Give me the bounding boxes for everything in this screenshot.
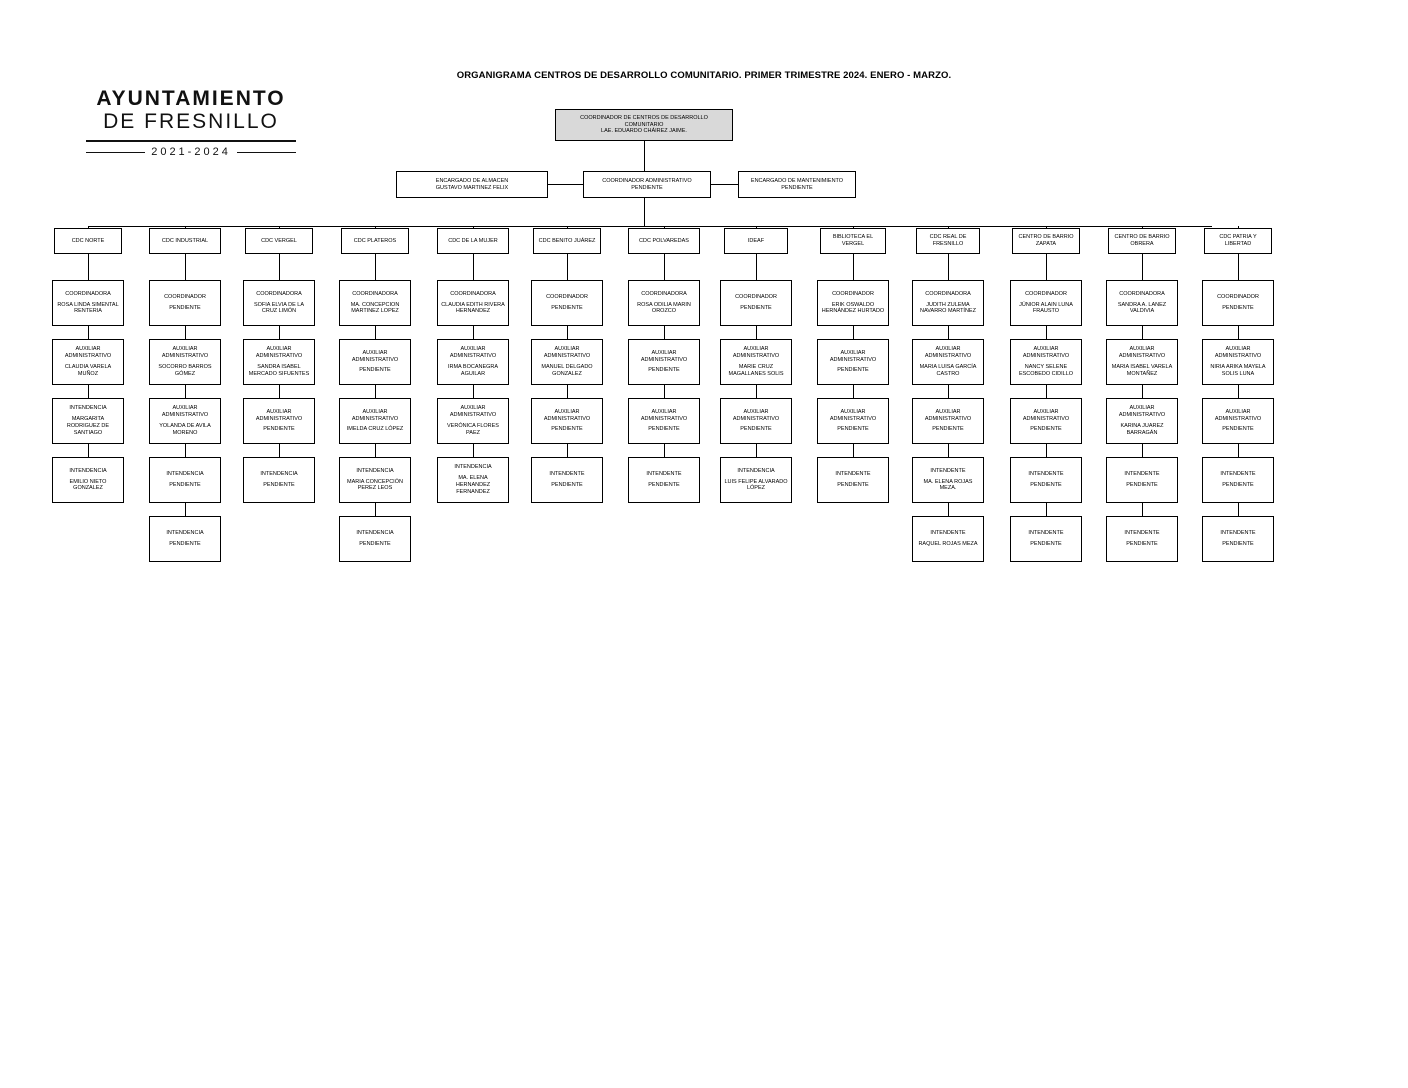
connector-header-to-nodes: [756, 254, 757, 280]
connector-node-to-node: [88, 326, 89, 339]
node-box: [1106, 516, 1178, 562]
node-name: SOFIA ELVIA DE LA CRUZ LIMÓN: [253, 301, 305, 315]
node-encargado-almacen: [396, 171, 548, 198]
node-box: [720, 398, 792, 444]
node-box: [339, 339, 411, 385]
connector-node-to-node: [948, 326, 949, 339]
node-box: [720, 339, 792, 385]
logo-line-2: DE FRESNILLO: [103, 110, 279, 134]
node-box: [817, 398, 889, 444]
node-title: INTENDENCIA: [69, 405, 107, 412]
column-header-4: [341, 228, 409, 254]
connector-node-to-node: [756, 385, 757, 398]
node-name: PENDIENTE: [1222, 541, 1254, 547]
node-name: PENDIENTE: [1222, 482, 1254, 488]
node-title: COORDINADORA: [925, 290, 971, 297]
node-box: [1202, 339, 1274, 385]
node-box: [339, 398, 411, 444]
column-header-label: BIBLIOTECA EL VERGEL: [832, 234, 874, 247]
logo-dash-right: [237, 152, 296, 153]
node-box: [149, 516, 221, 562]
node-title: INTENDENCIA: [356, 467, 394, 474]
column-header-3: [245, 228, 313, 254]
column-header-label: CDC REAL DE FRESNILLO: [929, 234, 967, 247]
node-name: MARGARITA RODRIGUEZ DE SANTIAGO: [66, 416, 110, 436]
node-title: AUXILIAR ADMINISTRATIVO: [1118, 346, 1166, 360]
node-title: INTENDENCIA: [166, 471, 204, 478]
node-title: AUXILIAR ADMINISTRATIVO: [1022, 408, 1070, 422]
connector-header-to-nodes: [1046, 254, 1047, 280]
node-title: AUXILIAR ADMINISTRATIVO: [449, 346, 497, 360]
connector-main-bus: [88, 226, 1212, 227]
connector-node-to-node: [948, 385, 949, 398]
node-title: INTENDENTE: [835, 471, 871, 478]
node-name: PENDIENTE: [1222, 305, 1254, 311]
node-box: [531, 457, 603, 503]
connector-node-to-node: [473, 385, 474, 398]
node-title: AUXILIAR ADMINISTRATIVO: [924, 346, 972, 360]
node-name: PENDIENTE: [263, 426, 295, 433]
node-box: [339, 280, 411, 326]
node-title: COORDINADORA: [256, 290, 302, 297]
connector-node-to-node: [567, 385, 568, 398]
coordinador-general-line1: COORDINADOR DE CENTROS DE DESARROLLO: [580, 114, 708, 121]
node-name: MARIA CONCEPCIÓN PEREZ LEOS: [347, 478, 403, 492]
coordinador-administrativo-name: PENDIENTE: [631, 184, 663, 191]
node-name: PENDIENTE: [551, 482, 583, 488]
ayuntamiento-logo: [86, 88, 296, 158]
connector-node-to-node: [853, 444, 854, 457]
connector-node-to-node: [948, 444, 949, 457]
node-title: AUXILIAR ADMINISTRATIVO: [351, 408, 399, 422]
column-header-10: [916, 228, 980, 254]
node-box: [437, 457, 509, 503]
column-header-11: [1012, 228, 1080, 254]
column-header-label: CDC PATRIA Y LIBERTAD: [1219, 234, 1257, 247]
node-box: [1202, 280, 1274, 326]
connector-node-to-node: [279, 326, 280, 339]
node-title: INTENDENTE: [1124, 471, 1160, 478]
node-title: COORDINADORA: [352, 290, 398, 297]
node-name: EMILIO NIETO GONZALEZ: [69, 478, 107, 492]
node-name: PENDIENTE: [740, 305, 772, 311]
column-header-label: CDC PLATEROS: [353, 237, 397, 244]
node-coordinador-administrativo: [583, 171, 711, 198]
connector-node-to-node: [1142, 503, 1143, 516]
node-title: AUXILIAR ADMINISTRATIVO: [1022, 346, 1070, 360]
node-box: [1106, 339, 1178, 385]
connector-node-to-node: [375, 326, 376, 339]
node-name: PENDIENTE: [551, 426, 583, 433]
node-name: NANCY SELENE ESCOBEDO CIDILLO: [1018, 364, 1074, 377]
node-name: PENDIENTE: [740, 426, 772, 433]
encargado-almacen-name: GUSTAVO MARTINEZ FELIX: [435, 184, 509, 191]
node-name: ERIK OSWALDO HERNÁNDEZ HURTADO: [821, 301, 885, 315]
node-title: INTENDENTE: [1028, 530, 1064, 537]
column-header-6: [533, 228, 601, 254]
column-header-label: CDC NORTE: [71, 237, 105, 244]
node-title: AUXILIAR ADMINISTRATIVO: [640, 408, 688, 422]
node-title: COORDINADORA: [1119, 290, 1165, 297]
node-name: MANUEL DELGADO GONZALEZ: [541, 364, 593, 377]
node-name: PENDIENTE: [932, 426, 964, 433]
node-title: INTENDENCIA: [454, 464, 492, 471]
node-name: ROSA ODILIA MARIN OROZCO: [637, 301, 691, 315]
node-box: [52, 280, 124, 326]
column-header-1: [54, 228, 122, 254]
node-box: [1010, 398, 1082, 444]
node-box: [149, 457, 221, 503]
node-name: JÚNIOR ALAIN LUNA FRAUSTO: [1019, 301, 1073, 315]
node-box: [52, 457, 124, 503]
node-title: AUXILIAR ADMINISTRATIVO: [255, 408, 303, 422]
column-header-label: CDC POLVAREDAS: [639, 237, 689, 244]
node-title: AUXILIAR ADMINISTRATIVO: [1214, 346, 1262, 360]
encargado-mantenimiento-title: ENCARGADO DE MANTENIMIENTO: [750, 177, 844, 184]
node-name: PENDIENTE: [169, 541, 201, 547]
node-box: [720, 457, 792, 503]
node-name: SANDRA ISABEL MERCADO SIFUENTES: [248, 364, 310, 377]
column-header-label: CENTRO DE BARRIO ZAPATA: [1018, 234, 1074, 247]
node-box: [339, 457, 411, 503]
node-name: JUDITH ZULEMA NAVARRO MARTÍNEZ: [920, 301, 976, 315]
connector-node-to-node: [1046, 385, 1047, 398]
connector-node-to-node: [664, 444, 665, 457]
page-title: ORGANIGRAMA CENTROS DE DESARROLLO COMUNITARIO. PRIMER TRIMESTRE 2024. ENERO - MARZO.: [456, 70, 952, 81]
node-box: [912, 516, 984, 562]
node-title: AUXILIAR ADMINISTRATIVO: [829, 349, 877, 363]
connector-header-to-nodes: [567, 254, 568, 280]
node-title: COORDINADOR: [1217, 294, 1259, 301]
node-title: INTENDENCIA: [69, 467, 107, 474]
node-name: PENDIENTE: [1126, 482, 1158, 488]
node-title: AUXILIAR ADMINISTRATIVO: [1118, 405, 1166, 419]
connector-node-to-node: [185, 385, 186, 398]
node-title: AUXILIAR ADMINISTRATIVO: [829, 408, 877, 422]
connector-node-to-node: [473, 326, 474, 339]
node-box: [437, 398, 509, 444]
connector-node-to-node: [1046, 326, 1047, 339]
coordinador-general-line2: COMUNITARIO: [624, 121, 664, 128]
coordinador-general-line3: LAE. EDUARDO CHÁIREZ JAIME.: [601, 128, 687, 135]
node-title: AUXILIAR ADMINISTRATIVO: [543, 408, 591, 422]
node-box: [1202, 457, 1274, 503]
node-name: PENDIENTE: [169, 305, 201, 311]
column-header-label: CDC INDUSTRIAL: [161, 237, 209, 244]
node-encargado-mantenimiento: [738, 171, 856, 198]
node-name: PENDIENTE: [1222, 426, 1254, 433]
coordinador-administrativo-title: COORDINADOR ADMINISTRATIVO: [602, 177, 692, 184]
logo-years: 2021-2024: [151, 146, 231, 159]
node-box: [1010, 457, 1082, 503]
node-name: PENDIENTE: [551, 305, 583, 311]
node-title: AUXILIAR ADMINISTRATIVO: [161, 346, 209, 360]
encargado-almacen-title: ENCARGADO DE ALMACEN: [435, 177, 509, 184]
column-header-label: CDC VERGEL: [261, 237, 297, 244]
connector-header-to-nodes: [853, 254, 854, 280]
node-box: [817, 339, 889, 385]
node-title: INTENDENTE: [1220, 471, 1256, 478]
node-box: [628, 398, 700, 444]
connector-node-to-node: [185, 326, 186, 339]
node-box: [1106, 280, 1178, 326]
node-box: [531, 280, 603, 326]
node-title: INTENDENTE: [1028, 471, 1064, 478]
column-header-12: [1108, 228, 1176, 254]
column-header-8: [724, 228, 788, 254]
node-box: [149, 339, 221, 385]
connector-node-to-node: [853, 385, 854, 398]
node-name: CLAUDIA EDITH RIVERA HERNANDEZ: [441, 301, 505, 315]
node-title: COORDINADORA: [450, 290, 496, 297]
node-title: AUXILIAR ADMINISTRATIVO: [1214, 408, 1262, 422]
column-header-7: [628, 228, 700, 254]
node-name: RAQUEL ROJAS MEZA: [918, 541, 978, 547]
node-title: COORDINADORA: [65, 290, 111, 297]
connector-almacen-to-admin: [548, 184, 583, 185]
logo-line-1: AYUNTAMIENTO: [96, 87, 286, 110]
connector-header-to-nodes: [1142, 254, 1143, 280]
connector-header-to-nodes: [185, 254, 186, 280]
node-box: [1106, 457, 1178, 503]
connector-node-to-node: [1142, 385, 1143, 398]
node-name: PENDIENTE: [837, 482, 869, 488]
node-title: COORDINADORA: [641, 290, 687, 297]
node-title: AUXILIAR ADMINISTRATIVO: [732, 408, 780, 422]
node-name: ROSA LINDA SIMENTAL RENTERIA: [57, 301, 119, 315]
node-name: NIRIA ARIKA MAYELA SOLIS LUNA: [1210, 364, 1266, 377]
connector-node-to-node: [567, 326, 568, 339]
connector-node-to-node: [473, 444, 474, 457]
connector-node-to-node: [664, 385, 665, 398]
connector-node-to-node: [185, 444, 186, 457]
node-box: [817, 457, 889, 503]
node-title: INTENDENCIA: [260, 471, 298, 478]
connector-node-to-node: [853, 326, 854, 339]
connector-node-to-node: [1238, 326, 1239, 339]
connector-node-to-node: [1238, 385, 1239, 398]
column-header-label: IDEAF: [747, 237, 765, 244]
node-name: SOCORRO BARROS GÓMEZ: [158, 364, 212, 377]
connector-node-to-node: [88, 385, 89, 398]
node-box: [628, 280, 700, 326]
node-name: PENDIENTE: [648, 367, 680, 374]
node-name: PENDIENTE: [359, 541, 391, 547]
node-title: AUXILIAR ADMINISTRATIVO: [64, 346, 112, 360]
node-title: INTENDENTE: [646, 471, 682, 478]
encargado-mantenimiento-name: PENDIENTE: [781, 184, 813, 191]
node-box: [531, 339, 603, 385]
node-box: [149, 280, 221, 326]
node-name: MA. ELENA ROJAS MEZA.: [923, 478, 973, 492]
node-box: [243, 398, 315, 444]
node-title: INTENDENCIA: [166, 530, 204, 537]
node-name: PENDIENTE: [837, 367, 869, 374]
connector-node-to-node: [185, 503, 186, 516]
node-name: MARIA LUISA GARCÍA CASTRO: [919, 364, 977, 377]
node-box: [531, 398, 603, 444]
node-name: PENDIENTE: [1126, 541, 1158, 547]
node-box: [817, 280, 889, 326]
node-name: PENDIENTE: [648, 482, 680, 488]
connector-header-to-nodes: [948, 254, 949, 280]
node-title: COORDINADOR: [164, 294, 206, 301]
node-name: VERÓNICA FLORES PAEZ: [447, 423, 499, 436]
connector-node-to-node: [948, 503, 949, 516]
node-title: COORDINADOR: [832, 290, 874, 297]
connector-node-to-node: [756, 326, 757, 339]
node-box: [912, 398, 984, 444]
connector-header-to-nodes: [1238, 254, 1239, 280]
node-title: AUXILIAR ADMINISTRATIVO: [161, 405, 209, 419]
node-name: PENDIENTE: [359, 367, 391, 374]
node-box: [149, 398, 221, 444]
node-box: [1202, 516, 1274, 562]
node-name: PENDIENTE: [169, 482, 201, 488]
node-title: AUXILIAR ADMINISTRATIVO: [640, 349, 688, 363]
connector-node-to-node: [1238, 503, 1239, 516]
node-title: AUXILIAR ADMINISTRATIVO: [449, 405, 497, 419]
node-title: COORDINADOR: [546, 294, 588, 301]
node-title: AUXILIAR ADMINISTRATIVO: [732, 346, 780, 360]
connector-node-to-node: [1142, 444, 1143, 457]
node-name: IRMA BOCANEGRA AGUILAR: [447, 364, 499, 377]
node-coordinador-general: [555, 109, 733, 141]
node-name: PENDIENTE: [1030, 482, 1062, 488]
node-box: [912, 280, 984, 326]
logo-divider: [86, 140, 296, 142]
connector-node-to-node: [375, 385, 376, 398]
node-box: [243, 339, 315, 385]
column-header-2: [149, 228, 221, 254]
connector-top-to-level2: [644, 141, 645, 171]
connector-node-to-node: [1046, 503, 1047, 516]
connector-node-to-node: [1238, 444, 1239, 457]
node-name: KARINA JUAREZ BARRAGÁN: [1120, 423, 1164, 436]
node-box: [52, 398, 124, 444]
node-name: PENDIENTE: [1030, 426, 1062, 433]
column-header-5: [437, 228, 509, 254]
connector-header-to-nodes: [473, 254, 474, 280]
node-name: PENDIENTE: [263, 482, 295, 488]
node-title: INTENDENTE: [930, 530, 966, 537]
connector-node-to-node: [567, 444, 568, 457]
node-box: [437, 280, 509, 326]
connector-header-to-nodes: [664, 254, 665, 280]
node-name: CLAUDIA VARELA MUÑOZ: [64, 364, 112, 377]
connector-node-to-node: [1046, 444, 1047, 457]
connector-header-to-nodes: [88, 254, 89, 280]
connector-node-to-node: [375, 503, 376, 516]
column-header-9: [820, 228, 886, 254]
node-name: PENDIENTE: [648, 426, 680, 433]
node-box: [720, 280, 792, 326]
node-name: LUIS FELIPE ALVARADO LÓPEZ: [724, 478, 788, 492]
connector-node-to-node: [279, 444, 280, 457]
node-name: YOLANDA DE AVILA MORENO: [159, 423, 211, 436]
logo-dash-left: [86, 152, 145, 153]
node-name: MA. ELENA HERNANDEZ FERNANDEZ: [455, 475, 491, 495]
node-title: INTENDENCIA: [737, 467, 775, 474]
node-name: PENDIENTE: [837, 426, 869, 433]
node-title: AUXILIAR ADMINISTRATIVO: [543, 346, 591, 360]
column-header-13: [1204, 228, 1272, 254]
node-name: MARIA ISABEL VARELA MONTAÑEZ: [1111, 364, 1173, 377]
node-title: AUXILIAR ADMINISTRATIVO: [351, 349, 399, 363]
node-title: AUXILIAR ADMINISTRATIVO: [255, 346, 303, 360]
node-name: IMELDA CRUZ LÓPEZ: [346, 426, 404, 433]
node-title: INTENDENTE: [1220, 530, 1256, 537]
connector-level2-to-bus: [644, 198, 645, 226]
node-box: [1202, 398, 1274, 444]
node-title: COORDINADOR: [735, 294, 777, 301]
node-box: [1106, 398, 1178, 444]
column-header-label: CDC BENITO JUÁREZ: [538, 237, 596, 244]
node-title: INTENDENTE: [1124, 530, 1160, 537]
node-name: PENDIENTE: [1030, 541, 1062, 547]
connector-node-to-node: [279, 385, 280, 398]
node-box: [243, 457, 315, 503]
node-box: [628, 339, 700, 385]
node-title: INTENDENTE: [930, 467, 966, 474]
connector-header-to-nodes: [279, 254, 280, 280]
column-header-label: CENTRO DE BARRIO OBRERA: [1114, 234, 1170, 247]
node-title: COORDINADOR: [1025, 290, 1067, 297]
connector-node-to-node: [664, 326, 665, 339]
node-box: [628, 457, 700, 503]
connector-header-to-nodes: [375, 254, 376, 280]
node-box: [1010, 516, 1082, 562]
node-box: [1010, 280, 1082, 326]
node-box: [912, 339, 984, 385]
node-box: [243, 280, 315, 326]
node-name: MARIE CRUZ MAGALLANES SOLIS: [728, 364, 784, 377]
node-title: AUXILIAR ADMINISTRATIVO: [924, 408, 972, 422]
node-name: MA. CONCEPCION MARTINEZ LOPEZ: [350, 301, 400, 315]
connector-node-to-node: [1142, 326, 1143, 339]
connector-admin-to-mantenimiento: [711, 184, 738, 185]
node-box: [52, 339, 124, 385]
node-box: [912, 457, 984, 503]
node-box: [339, 516, 411, 562]
connector-node-to-node: [88, 444, 89, 457]
node-title: INTENDENTE: [549, 471, 585, 478]
column-header-label: CDC DE LA MUJER: [448, 237, 498, 244]
node-box: [437, 339, 509, 385]
node-title: INTENDENCIA: [356, 530, 394, 537]
node-name: SANDRA A. LANEZ VALDIVIA: [1117, 301, 1167, 315]
connector-node-to-node: [756, 444, 757, 457]
connector-node-to-node: [375, 444, 376, 457]
node-box: [1010, 339, 1082, 385]
